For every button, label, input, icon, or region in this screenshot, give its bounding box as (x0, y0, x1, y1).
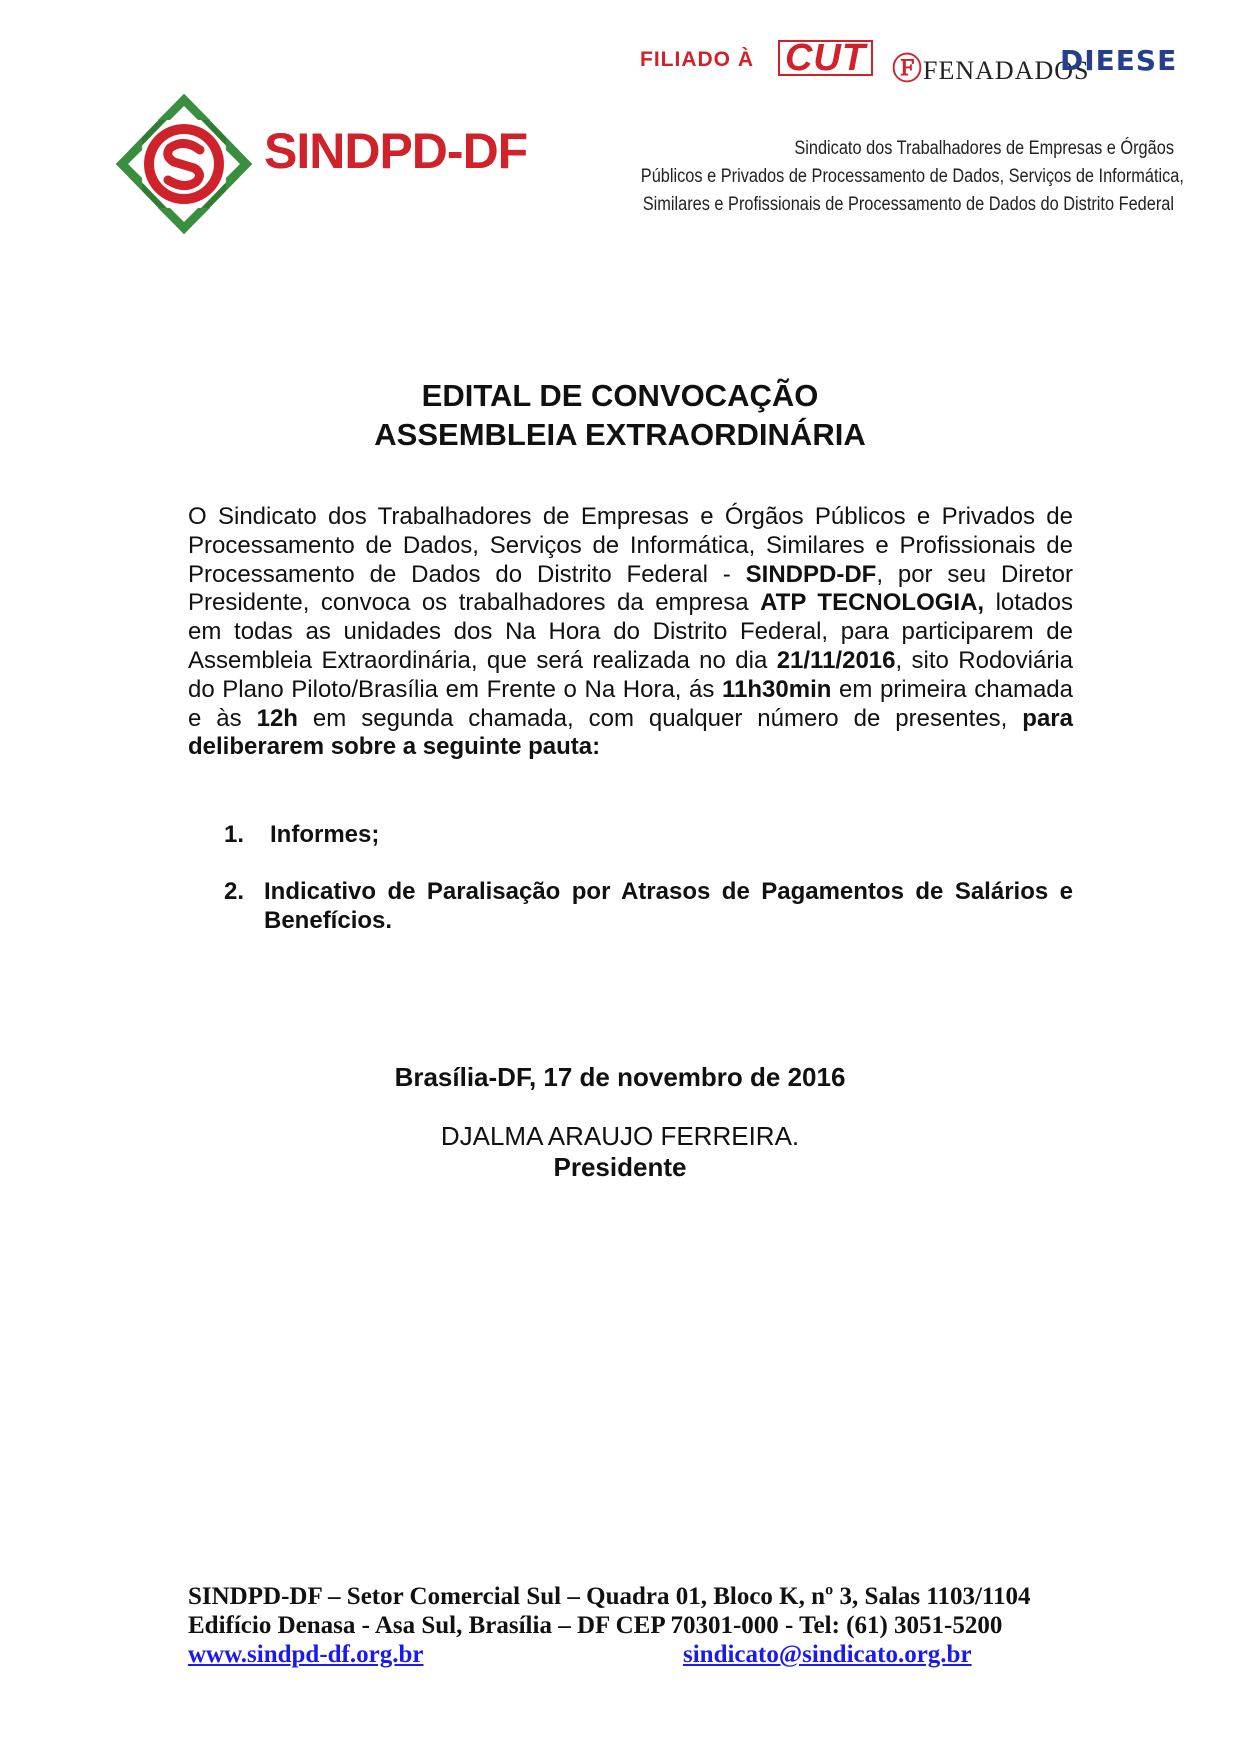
first-call-time: 11h30min (722, 675, 832, 703)
signer-name: DJALMA ARAUJO FERREIRA. (440, 1121, 800, 1151)
document-title (0, 376, 1240, 454)
agenda-intro: para deliberarem sobre a seguinte pauta: (188, 704, 1073, 761)
agenda-item-number: 2. (224, 878, 245, 905)
convocation-paragraph (188, 503, 1073, 762)
title-line-2: ASSEMBLEIA EXTRAORDINÁRIA (374, 417, 866, 452)
union-description-line: Sindicato dos Trabalhadores de Empresas e Órgãos (794, 138, 1174, 159)
body-text-3: lotados em todas as unidades dos Na Hora do Distrito Federal, para participarem de Assembleia Extraordinária, que será realizada no dia (188, 589, 1073, 674)
dieese-logo: DIEESE (1060, 44, 1178, 77)
meeting-date: 21/11/2016 (776, 646, 896, 674)
union-brand (114, 92, 574, 242)
sindpd-emblem-icon (114, 92, 254, 237)
agenda-item-number: 1. (224, 821, 245, 848)
body-text-4: , sito Rodoviária do Plano Piloto/Brasília em Frente o Na Hora, ás (188, 646, 1073, 703)
title-line-1: EDITAL DE CONVOCAÇÃO (421, 378, 819, 413)
fenadados-logo-text: FENADADOS (923, 56, 1090, 85)
website-link[interactable]: www.sindpd-df.org.br (188, 1641, 424, 1668)
second-call-time: 12h (256, 704, 298, 732)
place-date: Brasília-DF, 17 de novembro de 2016 (394, 1062, 846, 1092)
body-text-5: em primeira chamada e às (188, 675, 1073, 732)
org-name: SINDPD-DF (745, 560, 877, 588)
body-text-2: , por seu Diretor Presidente, convoca os trabalhadores da empresa (188, 560, 1073, 617)
cut-logo-text: CUT (784, 37, 867, 79)
agenda-item-text: Indicativo de Paralisação por Atrasos de Pagamentos de Salários e Benefícios. (264, 878, 1073, 934)
union-description (640, 135, 1184, 219)
affiliation-label: FILIADO À (640, 48, 754, 71)
company-name: ATP TECNOLOGIA, (760, 589, 985, 617)
body-text-6: em segunda chamada, com qualquer número de presentes, (297, 704, 1023, 732)
footer-address-line-2: Edifício Denasa - Asa Sul, Brasília – DF CEP 70301-000 - Tel: (61) 3051-5200 (188, 1612, 1003, 1639)
union-description-line: Similares e Profissionais de Processamento de Dados do Distrito Federal (642, 194, 1174, 215)
affiliation-bar (640, 37, 1200, 86)
signature-block (0, 1062, 1240, 1183)
footer-links (188, 1640, 1088, 1670)
agenda-item-text: Informes; (270, 821, 380, 848)
fenadados-logo-mark: Ⓕ (892, 53, 923, 86)
signer-role: Presidente (553, 1152, 687, 1182)
email-link[interactable]: sindicato@sindicato.org.br (683, 1641, 972, 1668)
agenda-item (222, 820, 1073, 849)
cut-logo (778, 37, 873, 79)
footer-address-line-1: SINDPD-DF – Setor Comercial Sul – Quadra 01, Bloco K, nº 3, Salas 1103/1104 (188, 1583, 1031, 1610)
body-text-1: O Sindicato dos Trabalhadores de Empresas e Órgãos Públicos e Privados de Processamento de Dados, Serviços de Informática, Similares e Profissionais de Processamento de Dados do Distrito Federal - (188, 503, 1073, 588)
agenda-item (222, 877, 1073, 935)
union-brand-name: SINDPD-DF (264, 123, 528, 179)
union-description-line: Públicos e Privados de Processamento de Dados, Serviços de Informática, (640, 166, 1184, 187)
footer (188, 1582, 1088, 1670)
agenda-list (222, 820, 1073, 963)
